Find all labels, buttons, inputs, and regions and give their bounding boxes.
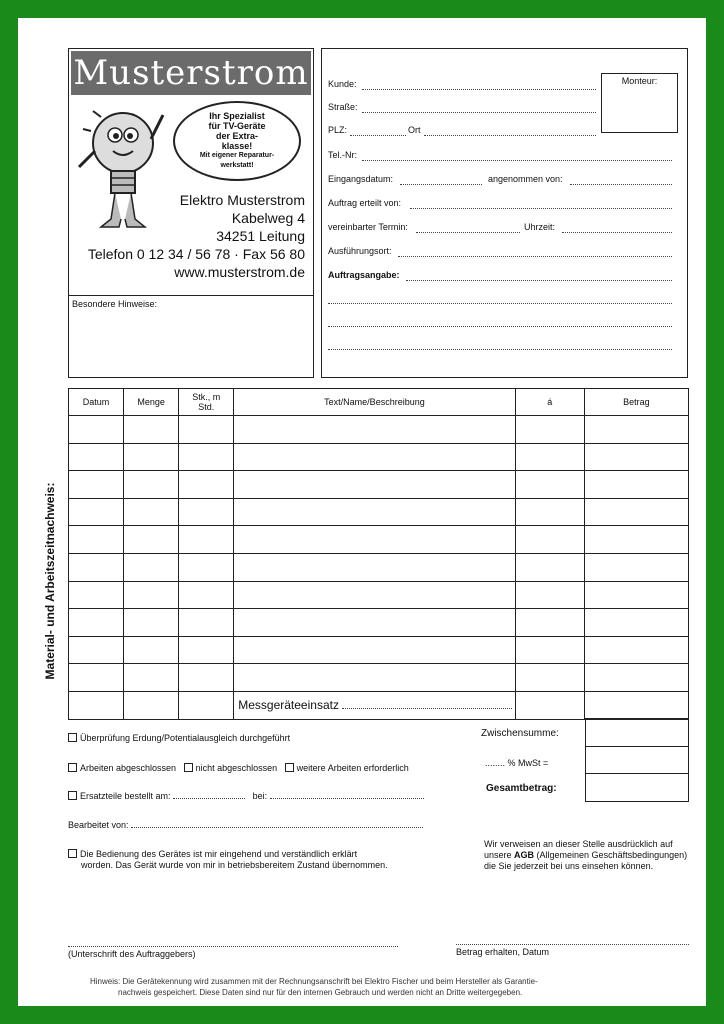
table-cell[interactable] — [584, 443, 688, 471]
table-cell[interactable] — [124, 636, 179, 664]
ausfuehrungsort-label: Ausführungsort: — [328, 246, 392, 256]
table-cell[interactable] — [179, 636, 234, 664]
hint-line: Hinweis: Die Gerätekennung wird zusammen mit der Rechnungsanschrift bei Elektro Fischer und beim Hersteller als Garantie- — [90, 977, 538, 986]
monteur-label: Monteur: — [621, 76, 658, 86]
table-cell[interactable] — [234, 664, 515, 692]
table-cell[interactable] — [234, 553, 515, 581]
bei-dots[interactable] — [270, 798, 424, 799]
monteur-box[interactable] — [601, 73, 678, 133]
zwischensumme-label: Zwischensumme: — [481, 728, 559, 739]
table-side-label: Material- und Arbeitszeitnachweis: — [43, 482, 57, 680]
table-cell[interactable] — [179, 416, 234, 444]
table-cell[interactable] — [234, 416, 515, 444]
angenommen-label: angenommen von: — [488, 174, 563, 184]
table-cell[interactable] — [234, 471, 515, 499]
table-cell[interactable] — [584, 691, 688, 719]
agb-line: Wir verweisen an dieser Stelle ausdrücklich auf — [484, 839, 673, 849]
company-web: www.musterstrom.de — [174, 264, 305, 280]
table-cell[interactable] — [124, 416, 179, 444]
bei-label: bei: — [252, 791, 268, 801]
table-cell[interactable] — [584, 636, 688, 664]
table-cell[interactable] — [69, 498, 124, 526]
termin-label: vereinbarter Termin: — [328, 222, 408, 232]
table-row — [69, 498, 689, 526]
table-cell[interactable] — [584, 609, 688, 637]
speech-bubble — [173, 101, 301, 181]
auftrag-von-field[interactable] — [410, 208, 672, 209]
checkbox[interactable] — [184, 763, 193, 772]
table-cell[interactable] — [234, 609, 515, 637]
auftragsangabe-line[interactable] — [328, 349, 672, 350]
table-cell[interactable] — [124, 691, 179, 719]
strasse-field[interactable] — [362, 112, 596, 113]
plz-label: PLZ: — [328, 125, 348, 135]
col-header-menge: Menge — [124, 389, 179, 416]
bubble-line: der Extra- — [215, 131, 259, 141]
agb-line: unsere AGB (Allgemeinen Geschäftsbedingungen) — [484, 850, 688, 860]
table-row — [69, 526, 689, 554]
table-cell[interactable] — [515, 498, 584, 526]
table-cell[interactable] — [69, 471, 124, 499]
checkbox[interactable] — [285, 763, 294, 772]
data-hint — [90, 976, 538, 998]
table-cell[interactable] — [515, 664, 584, 692]
bulb-mascot-icon — [73, 101, 173, 237]
notes-label: Besondere Hinweise: — [72, 299, 158, 309]
company-box — [68, 48, 314, 378]
table-row — [69, 553, 689, 581]
auftragsangabe-line[interactable] — [328, 303, 672, 304]
ausfuehrungsort-field[interactable] — [398, 256, 672, 257]
table-cell[interactable] — [584, 581, 688, 609]
table-cell[interactable] — [179, 443, 234, 471]
table-cell[interactable] — [124, 553, 179, 581]
mwst-label: ........ % MwSt = — [485, 758, 549, 768]
table-cell[interactable] — [124, 443, 179, 471]
kunde-label: Kunde: — [328, 79, 357, 89]
gesamtbetrag-label: Gesamtbetrag: — [486, 783, 557, 794]
table-cell[interactable] — [124, 609, 179, 637]
table-cell[interactable] — [179, 664, 234, 692]
angenommen-field[interactable] — [570, 184, 672, 185]
table-row — [69, 471, 689, 499]
table-cell-mess[interactable] — [234, 691, 515, 719]
table-cell[interactable] — [69, 609, 124, 637]
divider — [69, 295, 313, 296]
ort-label: Ort — [408, 125, 421, 135]
company-name: Elektro Musterstrom — [179, 192, 305, 208]
bearbeitet-dots[interactable] — [131, 827, 423, 828]
table-cell[interactable] — [179, 526, 234, 554]
hint-line: nachweis gespeichert. Diese Daten sind nur für den internen Gebrauch und werden nicht an Dritte weitergegeben. — [118, 988, 523, 997]
table-cell[interactable] — [179, 553, 234, 581]
checkbox[interactable] — [68, 733, 77, 742]
table-cell[interactable] — [179, 471, 234, 499]
table-row — [69, 581, 689, 609]
col-header-text: Text/Name/Beschreibung — [234, 389, 515, 416]
bubble-line: werkstatt! — [220, 162, 254, 169]
check-label: Die Bedienung des Gerätes ist mir eingehend und verständlich erklärt — [80, 849, 358, 859]
company-street: Kabelweg 4 — [231, 210, 305, 226]
ort-field[interactable] — [424, 135, 596, 136]
table-row — [69, 664, 689, 692]
table-cell[interactable] — [179, 581, 234, 609]
col-header-datum: Datum — [69, 389, 124, 416]
table-cell[interactable] — [515, 691, 584, 719]
bubble-line: Ihr Spezialist — [209, 111, 265, 121]
ersatz-dots[interactable] — [173, 798, 245, 799]
table-cell[interactable] — [584, 553, 688, 581]
agb-note — [484, 839, 687, 872]
check-label: Überprüfung Erdung/Potentialausgleich durchgeführt — [80, 733, 291, 743]
auftragsangabe-line[interactable] — [328, 326, 672, 327]
auftragsangabe-label: Auftragsangabe: — [328, 270, 400, 280]
bubble-line: Mit eigener Reparatur- — [199, 152, 275, 159]
kunde-field[interactable] — [362, 89, 596, 90]
material-table — [68, 388, 689, 720]
table-cell[interactable] — [234, 526, 515, 554]
company-phone: Telefon 0 12 34 / 56 78 · Fax 56 80 — [87, 246, 305, 262]
table-cell[interactable] — [69, 691, 124, 719]
col-header-betrag: Betrag — [584, 389, 688, 416]
table-cell[interactable] — [234, 581, 515, 609]
mess-dots — [342, 708, 512, 709]
bearbeitet-label: Bearbeitet von: — [68, 820, 129, 830]
check-label: Ersatzteile bestellt am: — [80, 791, 171, 801]
table-body — [69, 416, 689, 692]
check-ersatzteile[interactable] — [68, 791, 424, 801]
check-erdung[interactable] — [68, 733, 290, 743]
bearbeitet-row[interactable] — [68, 820, 423, 830]
table-cell[interactable] — [179, 609, 234, 637]
table-cell[interactable] — [179, 691, 234, 719]
table-cell[interactable] — [234, 498, 515, 526]
check-label: weitere Arbeiten erforderlich — [296, 763, 409, 773]
table-cell[interactable] — [515, 526, 584, 554]
table-row — [69, 636, 689, 664]
check-bedienung[interactable] — [68, 849, 388, 871]
table-cell[interactable] — [234, 443, 515, 471]
check-label: worden. Das Gerät wurde von mir in betriebsbereitem Zustand übernommen. — [81, 860, 388, 870]
table-row — [69, 416, 689, 444]
auftrag-von-label: Auftrag erteilt von: — [328, 198, 402, 208]
eingang-field[interactable] — [400, 184, 482, 185]
strasse-label: Straße: — [328, 102, 358, 112]
table-cell[interactable] — [234, 636, 515, 664]
table-cell[interactable] — [584, 526, 688, 554]
auftragsangabe-field[interactable] — [406, 280, 672, 281]
mwst-box[interactable] — [585, 746, 689, 774]
table-cell[interactable] — [124, 526, 179, 554]
uhrzeit-label: Uhrzeit: — [524, 222, 556, 232]
table-cell[interactable] — [179, 498, 234, 526]
mess-label: Messgeräteeinsatz — [238, 698, 339, 713]
table-cell[interactable] — [69, 443, 124, 471]
table-header-row — [69, 389, 689, 416]
table-cell[interactable] — [69, 553, 124, 581]
uhrzeit-field[interactable] — [562, 232, 672, 233]
col-header-stk: Stk., m Std. — [179, 389, 234, 416]
form-page — [18, 18, 706, 1006]
tel-label: Tel.-Nr: — [328, 150, 357, 160]
table-cell[interactable] — [69, 636, 124, 664]
brand-banner: Musterstrom — [71, 51, 311, 95]
table-cell[interactable] — [584, 471, 688, 499]
table-row — [69, 443, 689, 471]
order-details-box — [321, 48, 688, 378]
checkbox[interactable] — [68, 791, 77, 800]
table-cell[interactable] — [515, 416, 584, 444]
table-cell[interactable] — [584, 416, 688, 444]
table-row — [69, 609, 689, 637]
signature-line-client[interactable] — [68, 946, 398, 947]
table-cell[interactable] — [515, 581, 584, 609]
company-city: 34251 Leitung — [216, 228, 305, 244]
table-cell[interactable] — [515, 609, 584, 637]
signature-label-payment: Betrag erhalten, Datum — [456, 947, 550, 957]
termin-field[interactable] — [416, 232, 520, 233]
table-cell[interactable] — [124, 498, 179, 526]
table-cell[interactable] — [515, 443, 584, 471]
check-label: nicht abgeschlossen — [195, 763, 278, 773]
tel-field[interactable] — [362, 160, 672, 161]
col-header-a: á — [515, 389, 584, 416]
table-row-mess — [69, 691, 689, 719]
table-cell[interactable] — [124, 581, 179, 609]
table-cell[interactable] — [69, 581, 124, 609]
signature-label-client: (Unterschrift des Auftraggebers) — [68, 949, 196, 959]
table-cell[interactable] — [515, 636, 584, 664]
agb-line: die Sie jederzeit bei uns einsehen können. — [484, 861, 654, 871]
check-label: Arbeiten abgeschlossen — [80, 763, 177, 773]
table-cell[interactable] — [584, 498, 688, 526]
gesamtbetrag-box[interactable] — [585, 773, 689, 802]
table-cell[interactable] — [69, 416, 124, 444]
signature-line-payment[interactable] — [456, 944, 689, 945]
zwischensumme-box[interactable] — [585, 718, 689, 747]
table-cell[interactable] — [69, 664, 124, 692]
table-cell[interactable] — [69, 526, 124, 554]
table-cell[interactable] — [124, 664, 179, 692]
bubble-line: für TV-Geräte — [208, 121, 266, 131]
checkbox[interactable] — [68, 763, 77, 772]
check-arbeiten[interactable] — [68, 763, 409, 773]
checkbox[interactable] — [68, 849, 77, 858]
eingang-label: Eingangsdatum: — [328, 174, 394, 184]
plz-field[interactable] — [350, 135, 406, 136]
table-cell[interactable] — [515, 553, 584, 581]
bubble-line: klasse! — [221, 141, 253, 151]
table-cell[interactable] — [584, 664, 688, 692]
table-cell[interactable] — [515, 471, 584, 499]
table-cell[interactable] — [124, 471, 179, 499]
